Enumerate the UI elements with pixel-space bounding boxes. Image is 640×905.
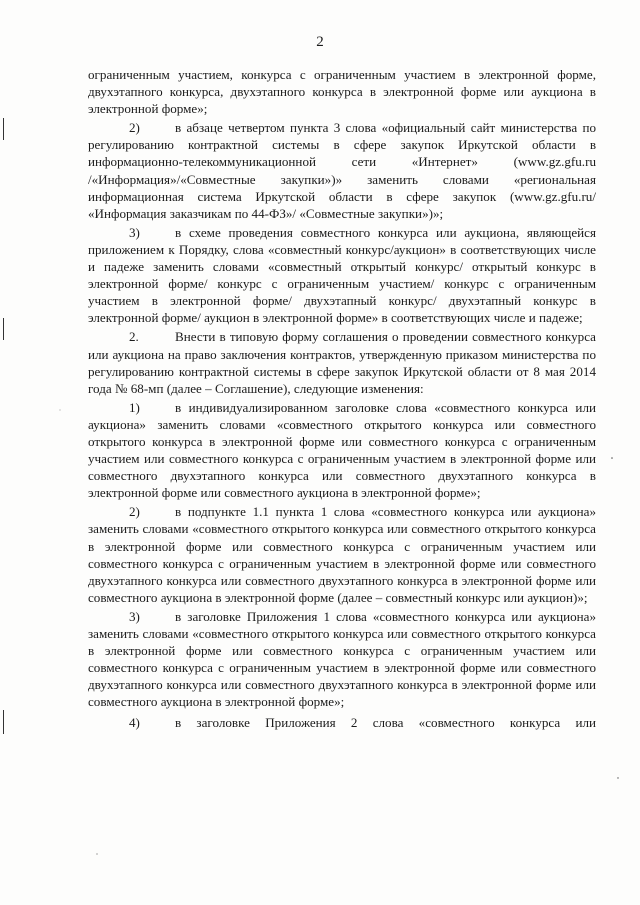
paragraph: [88, 714, 596, 731]
page-number: 2: [316, 34, 324, 50]
scan-margin-mark: [3, 710, 4, 734]
item-number: 1): [129, 399, 140, 415]
paragraph: [88, 328, 596, 396]
item-number: 3): [129, 224, 140, 240]
item-number: 2): [129, 120, 140, 136]
scan-margin-mark: [3, 118, 4, 140]
paragraph-text: в заголовке Приложения 1 слова «совместного конкурса или аукциона» заменить словами «совместного открытого конкурса или совместного открытого конкурса в электронной форме или совместного конкурса с ограниченным участием или совместного конкурса с ограниченным участием в электронной форме или совместного двухэтапного конкурса или совместного двухэтапного конкурса в электронной форме или совместного аукциона в электронной форме»;: [88, 608, 596, 710]
paragraph: [88, 119, 596, 222]
paragraph: [88, 503, 596, 606]
item-number: 2): [129, 504, 140, 520]
paragraph: [88, 608, 596, 711]
paragraph: [88, 224, 596, 327]
paragraph-text: ограниченным участием, конкурса с ограниченным участием в электронной форме, двухэтапного конкурса, двухэтапного конкурса в электронной форме или аукциона в электронной форме»;: [88, 67, 596, 117]
item-number: 2.: [129, 329, 139, 345]
paragraph: [88, 66, 596, 117]
item-number: 3): [129, 608, 140, 624]
paragraph-text: в индивидуализированном заголовке слова «совместного конкурса или аукциона» заменить словами «совместного открытого конкурса или совместного открытого конкурса в электронной форме или совместного конкурса с ограниченным участием или совместного конкурса с ограниченным участием в электронной форме или совместного двухэтапного конкурса или совместного двухэтапного конкурса в электронной форме или совместного аукциона в электронной форме»;: [88, 399, 596, 501]
item-number: 4): [129, 715, 140, 731]
paragraph-text: в заголовке Приложения 2 слова «совместного конкурса или: [175, 715, 596, 731]
document-body: [88, 66, 596, 734]
paragraph-text: в абзаце четвертом пункта 3 слова «официальный сайт министерства по регулированию контрактной системы в сфере закупок Иркутской области в информационно-телекоммуникационной сети «Интернет» (www.gz.gfu.ru /«Информация»/«Совместные закупки»)» заменить словами «региональная информационная система Иркутской области в сфере закупок (www.gz.gfu.ru/ «Информация заказчикам по 44-ФЗ»/ «Совместные закупки»)»;: [88, 120, 596, 221]
paragraph-text: в схеме проведения совместного конкурса или аукциона, являющейся приложением к Порядку, слова «совместный конкурс/аукцион» в соответствующих числе и падеже заменить словами «совместный открытый конкурс/ открытый конкурс в электронной форме/ конкурс с ограниченным участием/ конкурс с ограниченным участием в электронной форме/ двухэтапный конкурс/ двухэтапный конкурс в электронной форме/ аукцион в электронной форме» в соответствующих числе и падеже;: [88, 224, 596, 326]
paragraph-text: в подпункте 1.1 пункта 1 слова «совместного конкурса или аукциона» заменить словами «совместного открытого конкурса или совместного открытого конкурса в электронной форме или совместного конкурса с ограниченным участием или совместного конкурса с ограниченным участием в электронной форме или совместного двухэтапного конкурса или совместного двухэтапного конкурса в электронной форме или совместного аукциона в электронной форме (далее – совместный конкурс или аукцион)»;: [88, 504, 596, 605]
scan-margin-mark: [3, 318, 4, 340]
paragraph: [88, 399, 596, 502]
paragraph-text: Внести в типовую форму соглашения о проведении совместного конкурса или аукциона на право заключения контрактов, утвержденную приказом министерства по регулированию контрактной системы в сфере закупок Иркутской области от 8 мая 2014 года № 68-мп (далее – Соглашение), следующие изменения:: [88, 329, 596, 396]
